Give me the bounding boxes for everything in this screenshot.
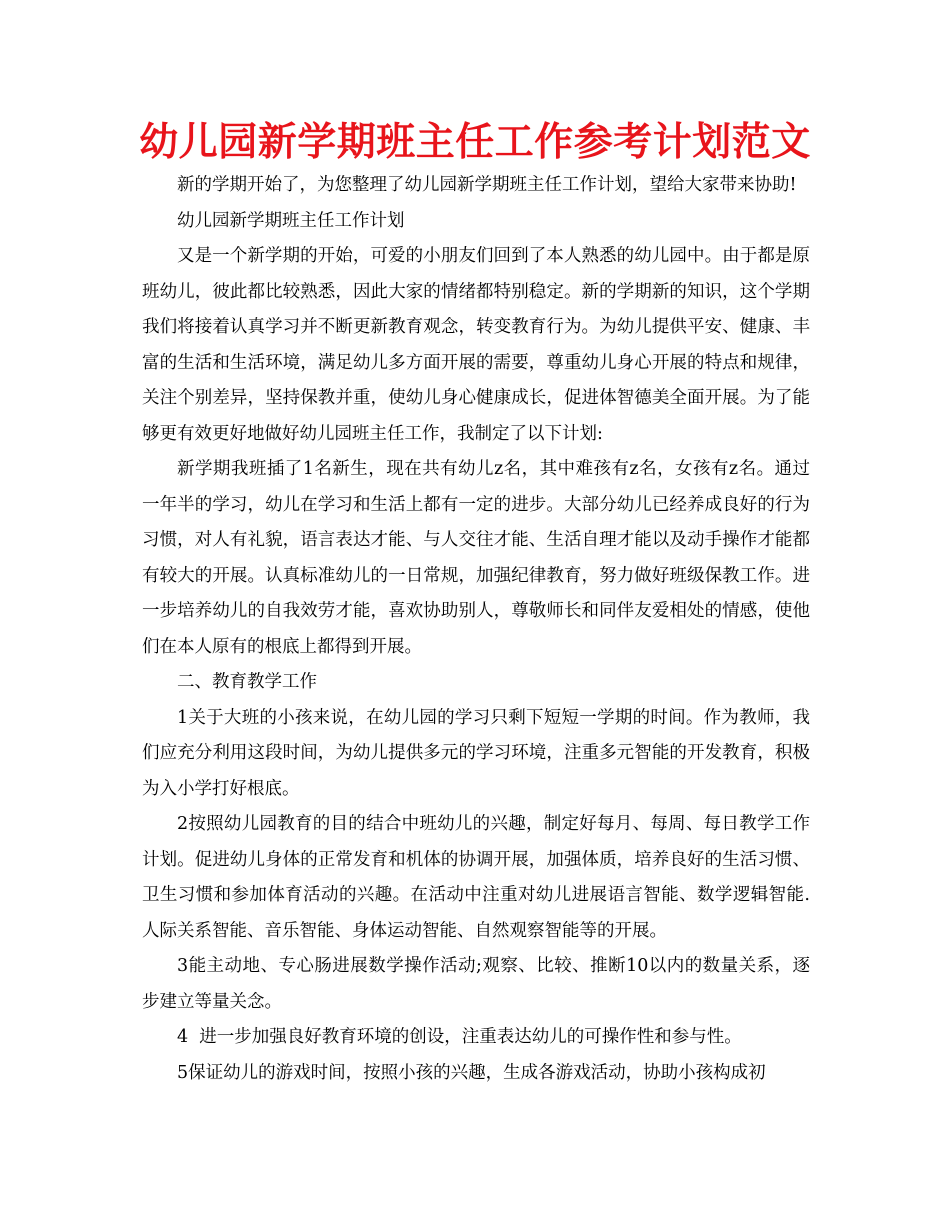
- list-item-3: 3能主动地、专心肠进展数学操作活动;观察、比较、推断10以内的数量关系，逐步建立等量关念。: [142, 956, 810, 1012]
- class-status-paragraph: 新学期我班插了1名新生，现在共有幼儿z名，其中难孩有z名，女孩有z名。通过一年半的学习，幼儿在学习和生活上都有一定的进步。大部分幼儿已经养成良好的行为习惯，对人有礼貌，语言表达才能、与人交往才能、生活自理才能以及动手操作才能都有较大的开展。认真标准幼儿的一日常规，加强纪律教育，努力做好班级保教工作。进一步培养幼儿的自我效劳才能，喜欢协助别人，尊敬师长和同伴友爱相处的情感，使他们在本人原有的根底上都得到开展。: [142, 459, 810, 657]
- list-item-5: 5保证幼儿的游戏时间，按照小孩的兴趣，生成各游戏活动，协助小孩构成初: [177, 1062, 766, 1083]
- list-item-4: 4 进一步加强良好教育环境的创设，注重表达幼儿的可操作性和参与性。: [177, 1027, 742, 1047]
- list-item-2: 2按照幼儿园教育的目的结合中班幼儿的兴趣，制定好每月、每周、每日教学工作计划。促进幼儿身体的正常发育和机体的协调开展，加强体质，培养良好的生活习惯、卫生习惯和参加体育活动的兴趣。在活动中注重对幼儿进展语言智能、数学逻辑智能.人际关系智能、音乐智能、身体运动智能、自然观察智能等的开展。: [142, 814, 810, 941]
- document-title: 幼儿园新学期班主任工作参考计划范文: [139, 120, 811, 165]
- overview-paragraph: 又是一个新学期的开始，可爱的小朋友们回到了本人熟悉的幼儿园中。由于都是原班幼儿，彼此都比较熟悉，因此大家的情绪都特别稳定。新的学期新的知识，这个学期我们将接着认真学习并不断更新教育观念，转变教育行为。为幼儿提供平安、健康、丰富的生活和生活环境，满足幼儿多方面开展的需要，尊重幼儿身心开展的特点和规律，关注个别差异，坚持保教并重，使幼儿身心健康成长，促进体智德美全面开展。为了能够更有效更好地做好幼儿园班主任工作，我制定了以下计划:: [142, 246, 810, 444]
- intro-paragraph: 新的学期开始了，为您整理了幼儿园新学期班主任工作计划，望给大家带来协助!: [177, 175, 797, 195]
- document-body: [142, 168, 810, 1091]
- section-heading-teaching: 二、教育教学工作: [177, 672, 317, 692]
- plan-heading: 幼儿园新学期班主任工作计划: [177, 210, 405, 231]
- list-item-1: 1关于大班的小孩来说，在幼儿园的学习只剩下短短一学期的时间。作为教师，我们应充分利用这段时间，为幼儿提供多元的学习环境，注重多元智能的开发教育，积极为入小学打好根底。: [142, 707, 810, 799]
